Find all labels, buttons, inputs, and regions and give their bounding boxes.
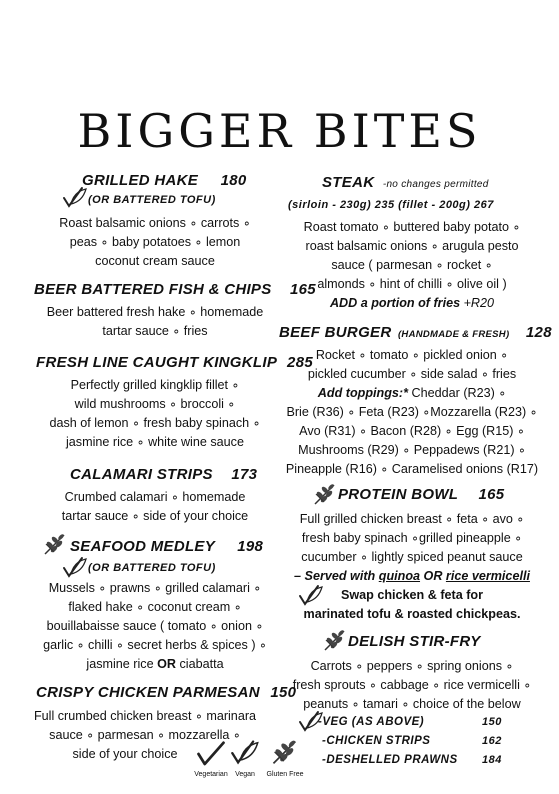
gluten-free-legend-icon bbox=[270, 738, 300, 768]
protein-name: PROTEIN BOWL bbox=[338, 486, 458, 503]
seafood-price: 198 bbox=[237, 538, 264, 555]
vegan-legend-icon bbox=[230, 736, 260, 768]
protein-heading bbox=[338, 486, 504, 503]
gluten-free-icon bbox=[322, 628, 348, 654]
calamari-name: CALAMARI STRIPS bbox=[70, 466, 213, 483]
seafood-name: SEAFOOD MEDLEY bbox=[70, 538, 215, 555]
stirfry-option-veg-price: 150 bbox=[482, 716, 502, 728]
vegetarian-legend-icon bbox=[196, 738, 226, 770]
seafood-heading bbox=[70, 538, 263, 555]
legend-gluten-free: Gluten Free bbox=[266, 771, 304, 778]
calamari-desc: Crumbed calamari ∘ homemade tartar sauce ∘ side of your choice bbox=[61, 490, 249, 523]
stirfry-option-chicken: -CHICKEN STRIPS bbox=[322, 735, 431, 747]
steak-note: -no changes permitted bbox=[382, 179, 489, 190]
protein-price: 165 bbox=[478, 486, 505, 503]
grilled-hake-price: 180 bbox=[220, 172, 247, 189]
calamari-heading bbox=[70, 466, 257, 483]
stirfry-option-prawns: -DESHELLED PRAWNS bbox=[322, 754, 458, 766]
stirfry-desc: Carrots ∘ peppers ∘ spring onions ∘ fresh sprouts ∘ cabbage ∘ rice vermicelli ∘ peanuts ∘ tamari ∘ choice of the below bbox=[292, 659, 532, 711]
stirfry-option-chicken-price: 162 bbox=[482, 735, 502, 747]
vegan-icon bbox=[62, 556, 88, 578]
seafood-alt: (OR BATTERED TOFU) bbox=[88, 562, 216, 574]
protein-desc: Full grilled chicken breast ∘ feta ∘ avo ∘ fresh baby spinach ∘grilled pineapple ∘ cucumber ∘ lightly spiced peanut sauce – Served with quinoa OR rice vermicelli bbox=[294, 512, 530, 583]
burger-heading bbox=[279, 324, 552, 341]
page-title: BIGGER BITES bbox=[77, 104, 482, 158]
calamari-price: 173 bbox=[231, 466, 258, 483]
vegan-icon bbox=[62, 186, 88, 208]
steak-heading bbox=[322, 174, 489, 191]
steak-desc: Roast tomato ∘ buttered baby potato ∘ roast balsamic onions ∘ arugula pesto sauce ( parmesan ∘ rocket ∘ almonds ∘ hint of chilli ∘ olive oil ) ADD a portion of fries +R20 bbox=[303, 220, 521, 310]
chicken-parm-price: 150 bbox=[270, 684, 297, 701]
stirfry-option-prawns-price: 184 bbox=[482, 754, 502, 766]
seafood-desc: Mussels ∘ prawns ∘ grilled calamari ∘ flaked hake ∘ coconut cream ∘ bouillabaisse sauce ( tomato ∘ onion ∘ garlic ∘ chilli ∘ secret herbs & spices ) ∘ jasmine rice OR ciabatta bbox=[43, 581, 267, 671]
kingklip-desc: Perfectly grilled kingklip fillet ∘ wild mushrooms ∘ broccoli ∘ dash of lemon ∘ fresh baby spinach ∘ jasmine rice ∘ white wine sauce bbox=[49, 378, 261, 449]
burger-price: 128 bbox=[525, 324, 552, 341]
stirfry-name: DELISH STIR-FRY bbox=[348, 633, 481, 650]
gluten-free-icon bbox=[312, 482, 338, 508]
grilled-hake-alt: (OR BATTERED TOFU) bbox=[88, 194, 216, 206]
grilled-hake-desc: Roast balsamic onions ∘ carrots ∘ peas ∘ baby potatoes ∘ lemon coconut cream sauce bbox=[59, 216, 251, 268]
legend-vegetarian: Vegetarian bbox=[194, 771, 228, 778]
chicken-parm-desc: Full crumbed chicken breast ∘ marinara sauce ∘ parmesan ∘ mozzarella ∘ side of your choice bbox=[33, 709, 257, 761]
kingklip-name: FRESH LINE CAUGHT KINGKLIP bbox=[36, 354, 277, 371]
stirfry-option-veg: -VEG (AS ABOVE) bbox=[318, 716, 425, 728]
fish-chips-desc: Beer battered fresh hake ∘ homemade tartar sauce ∘ fries bbox=[46, 305, 264, 338]
burger-desc: Rocket ∘ tomato ∘ pickled onion ∘ pickled cucumber ∘ side salad ∘ fries Add toppings:* Cheddar (R23) ∘ Brie (R36) ∘ Feta (R23) ∘Mozzarella (R23) ∘ Avo (R31) ∘ Bacon (R28) ∘ Egg (R15) ∘ Mushrooms (R29) ∘ Peppadews (R21) ∘ Pineapple (R16) ∘ Caramelised onions (R17) bbox=[285, 348, 539, 476]
chicken-parm-name: CRISPY CHICKEN PARMESAN bbox=[36, 684, 260, 701]
steak-cuts: (sirloin - 230g) 235 (fillet - 200g) 267 bbox=[288, 199, 494, 211]
fish-chips-name: BEER BATTERED FISH & CHIPS bbox=[34, 281, 272, 298]
chicken-parm-heading bbox=[36, 684, 296, 701]
gluten-free-icon bbox=[42, 532, 68, 558]
protein-swap: Swap chicken & feta for marinated tofu & roasted chickpeas. bbox=[303, 588, 521, 621]
fish-chips-price: 165 bbox=[290, 281, 316, 298]
burger-name: BEEF BURGER bbox=[279, 324, 392, 341]
burger-note: (HANDMADE & FRESH) bbox=[397, 329, 510, 340]
steak-name: STEAK bbox=[322, 174, 375, 191]
kingklip-price: 285 bbox=[287, 354, 313, 371]
stirfry-heading bbox=[348, 633, 481, 650]
grilled-hake-name: GRILLED HAKE bbox=[82, 172, 199, 189]
legend-vegan: Vegan bbox=[235, 771, 255, 778]
grilled-hake-heading bbox=[82, 172, 247, 189]
